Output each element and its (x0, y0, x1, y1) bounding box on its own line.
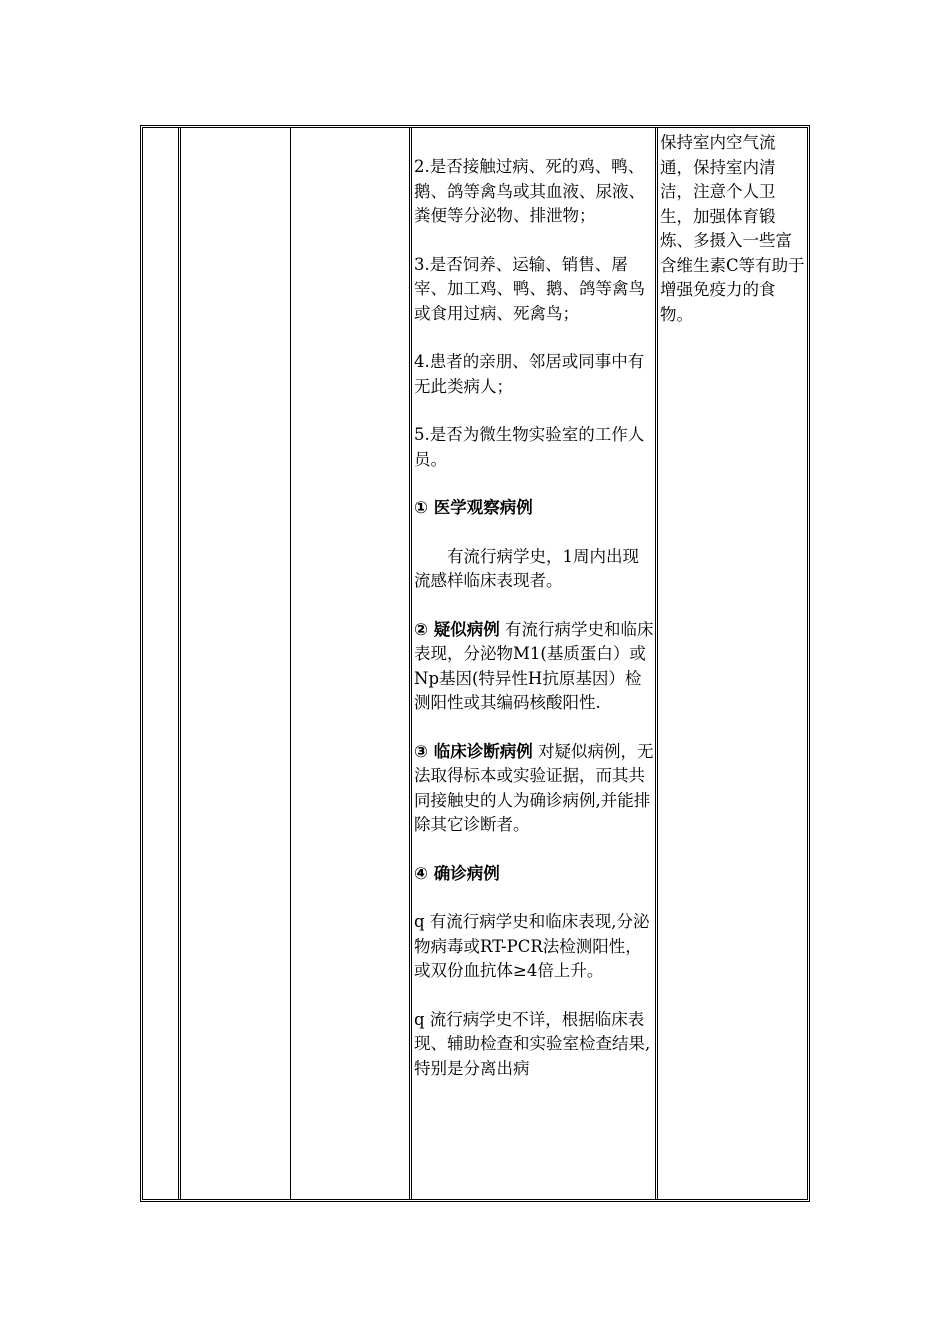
confirmed-criteria-a: q 有流行病学史和临床表现,分泌物病毒或RT-PCR法检测阳性，或双份血抗体≥4倍上升。 (414, 912, 650, 980)
table-column-criteria (412, 128, 658, 1199)
suspected-heading: ② 疑似病例 (414, 619, 500, 639)
prevention-text: 保持室内空气流通，保持室内清洁，注意个人卫生，加强体育锻炼、多摄入一些富含维生素C等有助于增强免疫力的食物。 (660, 133, 805, 324)
clinical-case (414, 740, 655, 838)
suspected-case (414, 618, 655, 716)
criteria-item-4: 4.患者的亲朋、邻居或同事中有无此类病人； (414, 352, 645, 396)
criteria-item-3: 3.是否饲养、运输、销售、屠宰、加工鸡、鸭、鹅、鸽等禽鸟或食用过病、死禽鸟； (414, 254, 645, 323)
confirmed-heading: ④ 确诊病例 (414, 863, 500, 883)
table-column-prevention (658, 128, 807, 1199)
clinical-heading: ③ 临床诊断病例 (414, 741, 533, 761)
observation-text: 有流行病学史，1周内出现流感样临床表现者。 (414, 546, 639, 590)
observation-heading: ① 医学观察病例 (414, 498, 533, 517)
document-table (140, 125, 810, 1202)
table-column-3 (291, 128, 412, 1199)
criteria-item-5: 5.是否为微生物实验室的工作人员。 (414, 425, 645, 469)
table-column-1 (143, 128, 181, 1199)
clinical-text: 对疑似病例，无法取得标本或实验证据，而其共同接触史的人为确诊病例,并能排除其它诊断者。 (414, 741, 654, 834)
confirmed-criteria-b: q 流行病学史不详，根据临床表现、辅助检查和实验室检查结果,特别是分离出病 (414, 1009, 651, 1078)
criteria-item-2: 2.是否接触过病、死的鸡、鸭、鹅、鸽等禽鸟或其血液、尿液、粪便等分泌物、排泄物； (414, 157, 645, 225)
table-column-2 (181, 128, 291, 1199)
criteria-text (412, 128, 655, 1081)
suspected-text: 有流行病学史和临床表现，分泌物M1(基质蛋白）或Np基因(特异性H抗原基因）检测阳性或其编码核酸阳性. (414, 619, 654, 712)
